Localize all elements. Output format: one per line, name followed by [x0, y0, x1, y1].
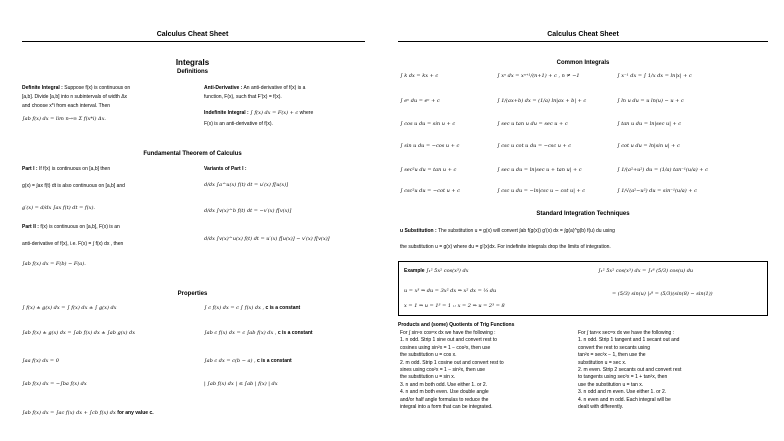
trig-right-line: convert the rest to secants using	[578, 344, 650, 351]
indef-integral-label: Indefinite Integral :	[204, 110, 249, 116]
property-a-3: ∫aa f(x) dx = 0	[22, 358, 59, 364]
trig-right-line: For ∫ tanⁿx secᵐx dx we have the following :	[578, 330, 675, 336]
indef-integral-line1: Indefinite Integral : ∫ f(x) dx = F(x) + c where	[204, 110, 314, 116]
trig-left-line: 4. n and m both even. Use double angle	[400, 389, 489, 396]
definitions-title: Definitions	[177, 69, 208, 75]
common-5-1: ∫ sec²u du = tan u + c	[400, 167, 457, 173]
common-2-3: ∫ ln u du = u ln(u) − u + c	[617, 98, 684, 104]
integrals-title: Integrals	[175, 58, 210, 67]
ftc-variant-1: d/dx ∫a^u(x) f(t) dt = u′(x) f[u(x)]	[204, 182, 289, 188]
ftc-part2-line1: Part II : f(x) is continuous on [a,b], F(x) is an	[22, 224, 120, 230]
ftc-title: Fundamental Theorem of Calculus	[143, 151, 242, 157]
def-integral-line1: Definite Integral : Suppose f(x) is continuous on	[22, 85, 131, 91]
common-4-3: ∫ cot u du = ln|sin u| + c	[617, 143, 680, 149]
trig-left-list	[400, 330, 504, 411]
common-6-2: ∫ csc u du = −ln|csc u − cot u| + c	[497, 188, 586, 194]
ftc-variant-2: d/dx ∫v(x)^b f(t) dt = −v′(x) f[v(x)]	[204, 208, 292, 214]
example-result-line1: ∫₁² 5x² cos(x³) dx = ∫₁⁸ (5/3) cos(u) du	[598, 268, 694, 274]
def-integral-label: Definite Integral :	[22, 85, 63, 91]
substitution-line1: u Substitution : The substitution u = g(x) will convert ∫ab f(g(x)) g′(x) dx = ∫g(a)^g(b) f(u) du using	[400, 228, 615, 234]
example-line3: x = 1 ⇒ u = 1³ = 1 :: x = 2 ⇒ u = 2³ = 8	[404, 303, 505, 309]
ftc-part2-line3: ∫ab f(x) dx = F(b) − F(a).	[22, 261, 86, 267]
def-integral-formula: ∫ab f(x) dx = lim n→∞ Σ f(x*i) Δx.	[22, 116, 107, 122]
trig-left-line: cosines using sin²x = 1 − cos²x, then use	[400, 344, 491, 351]
common-1-3: ∫ x⁻¹ dx = ∫ 1/x dx = ln|x| + c	[617, 73, 692, 79]
trig-left-line: 1. n odd. Strip 1 sine out and convert rest to	[400, 337, 498, 344]
ftc-variant-3: d/dx ∫v(x)^u(x) f(t) dt = u′(x) f[u(x)] − v′(x) f[v(x)]	[204, 236, 330, 242]
property-b-3: ∫ab c dx = c(b − a) , c is a constant	[204, 358, 292, 364]
common-1-1: ∫ k dx = kx + c	[400, 73, 439, 79]
trig-right-line: use the substitution u = tan x.	[578, 381, 644, 388]
anti-deriv-label: Anti-Derivative :	[204, 85, 243, 91]
trig-right-line: dealt with differently.	[578, 404, 624, 411]
techniques-title: Standard Integration Techniques	[536, 211, 630, 217]
trig-right-line: 1. n odd. Strip 1 tangent and 1 secant out and	[578, 337, 680, 344]
substitution-label: u Substitution :	[400, 228, 437, 234]
anti-deriv-line1: Anti-Derivative : An anti-derivative of f(x) is a	[204, 85, 306, 91]
common-2-2: ∫ 1/(ax+b) dx = (1/a) ln|ax + b| + c	[497, 98, 587, 104]
ftc-part2-line2: anti-derivative of f(x), i.e. F(x) = ∫ f(x) dx , then	[22, 241, 124, 247]
trig-right-line: substitution u = sec x.	[578, 359, 627, 366]
ftc-variants-label: Variants of Part I :	[204, 166, 247, 172]
trig-left-line: the substitution u = cos x.	[400, 352, 457, 359]
common-3-3: ∫ tan u du = ln|sec u| + c	[617, 121, 682, 127]
indef-integral-line2: F(x) is an anti-derivative of f(x).	[204, 121, 273, 127]
trig-left-line: 3. n and m both odd. Use either 1. or 2.	[400, 381, 487, 388]
ftc-part1-line1: Part I : If f(x) is continuous on [a,b] then	[22, 166, 111, 172]
right-page-header: Calculus Cheat Sheet	[547, 31, 619, 38]
trig-title: Products and (some) Quotients of Trig Functions	[398, 322, 515, 328]
property-b-1: ∫ c f(x) dx = c ∫ f(x) dx , c is a constant	[204, 305, 301, 311]
property-a-5: ∫ab f(x) dx = ∫ac f(x) dx + ∫cb f(x) dx for any value c.	[22, 410, 154, 416]
properties-title: Properties	[177, 291, 208, 297]
ftc-part2-label: Part II :	[22, 224, 39, 230]
common-4-1: ∫ sin u du = −cos u + c	[400, 143, 460, 149]
trig-left-line: For ∫ sinⁿx cosᵐx dx we have the following :	[400, 330, 496, 336]
common-6-3: ∫ 1/√(a²−u²) du = sin⁻¹(u/a) + c	[617, 188, 697, 194]
example-label: Example	[404, 268, 425, 274]
ftc-part1-line2: g(x) = ∫ax f(t) dt is also continuous on [a,b] and	[22, 183, 125, 189]
substitution-line2: the substitution u = g(x) where du = g′(x)dx. For indefinite integrals drop the limits of integration.	[400, 244, 611, 250]
common-1-2: ∫ xⁿ dx = xⁿ⁺¹/(n+1) + c , n ≠ −1	[497, 73, 580, 79]
def-integral-line3: and choose x*i from each interval. Then	[22, 103, 111, 109]
example-line2: u = x³ ⇒ du = 3x² dx ⇒ x² dx = ⅓ du	[404, 288, 497, 294]
common-2-1: ∫ eᵘ du = eᵘ + c	[400, 98, 440, 104]
right-header-rule	[398, 41, 768, 42]
trig-left-line: the substitution u = sin x.	[400, 374, 456, 381]
property-a-1: ∫ f(x) ± g(x) dx = ∫ f(x) dx ± ∫ g(x) dx	[22, 305, 117, 311]
example-result-line2: = (5/3) sin(u) |₁⁸ = (5/3)(sin(8) − sin(1))	[612, 291, 713, 297]
trig-right-list	[578, 330, 681, 411]
property-a-2: ∫ab f(x) ± g(x) dx = ∫ab f(x) dx ± ∫ab g(x) dx	[22, 330, 136, 336]
trig-left-line: 2. m odd. Strip 1 cosine out and convert rest to	[400, 359, 504, 366]
ftc-part1-line3: g′(x) = d/dx ∫ax f(t) dt = f(x).	[22, 205, 96, 211]
property-b-4: | ∫ab f(x) dx | ≤ ∫ab | f(x) | dx	[204, 381, 278, 387]
trig-left-line: integral into a form that can be integrated.	[400, 404, 493, 411]
trig-right-line: to tangents using sec²x = 1 + tan²x, then	[578, 374, 668, 381]
left-header-rule	[22, 41, 365, 42]
trig-right-line: 2. m even. Strip 2 secants out and convert rest	[578, 367, 682, 374]
def-integral-line2: [a,b]. Divide [a,b] into n subintervals of width Δx	[22, 94, 128, 100]
common-3-2: ∫ sec u tan u du = sec u + c	[497, 121, 568, 127]
property-b-2: ∫ab c f(x) dx = c ∫ab f(x) dx , c is a constant	[204, 330, 313, 336]
ftc-part1-label: Part I :	[22, 166, 38, 172]
anti-deriv-line2: function, F(x), such that F′(x) = f(x).	[204, 94, 282, 100]
trig-right-line: 4. n even and m odd. Each integral will be	[578, 396, 671, 403]
common-6-1: ∫ csc²u du = −cot u + c	[400, 188, 460, 194]
common-4-2: ∫ csc u cot u du = −csc u + c	[497, 143, 572, 149]
example-line1: Example ∫₁² 5x² cos(x³) dx	[404, 268, 469, 274]
common-5-3: ∫ 1/(a²+u²) du = (1/a) tan⁻¹(u/a) + c	[617, 167, 708, 173]
trig-left-line: and/or half angle formulas to reduce the	[400, 396, 489, 403]
property-a-4: ∫ab f(x) dx = −∫ba f(x) dx	[22, 381, 87, 387]
common-5-2: ∫ sec u du = ln|sec u + tan u| + c	[497, 167, 582, 173]
common-integrals-title: Common Integrals	[556, 60, 610, 66]
common-3-1: ∫ cos u du = sin u + c	[400, 121, 456, 127]
trig-right-line: tan²x = sec²x − 1, then use the	[578, 352, 646, 359]
trig-right-line: 3. n odd and m even. Use either 1. or 2.	[578, 389, 667, 396]
trig-left-line: sines using cos²x = 1 − sin²x, then use	[400, 367, 486, 374]
left-page-header: Calculus Cheat Sheet	[156, 31, 229, 38]
